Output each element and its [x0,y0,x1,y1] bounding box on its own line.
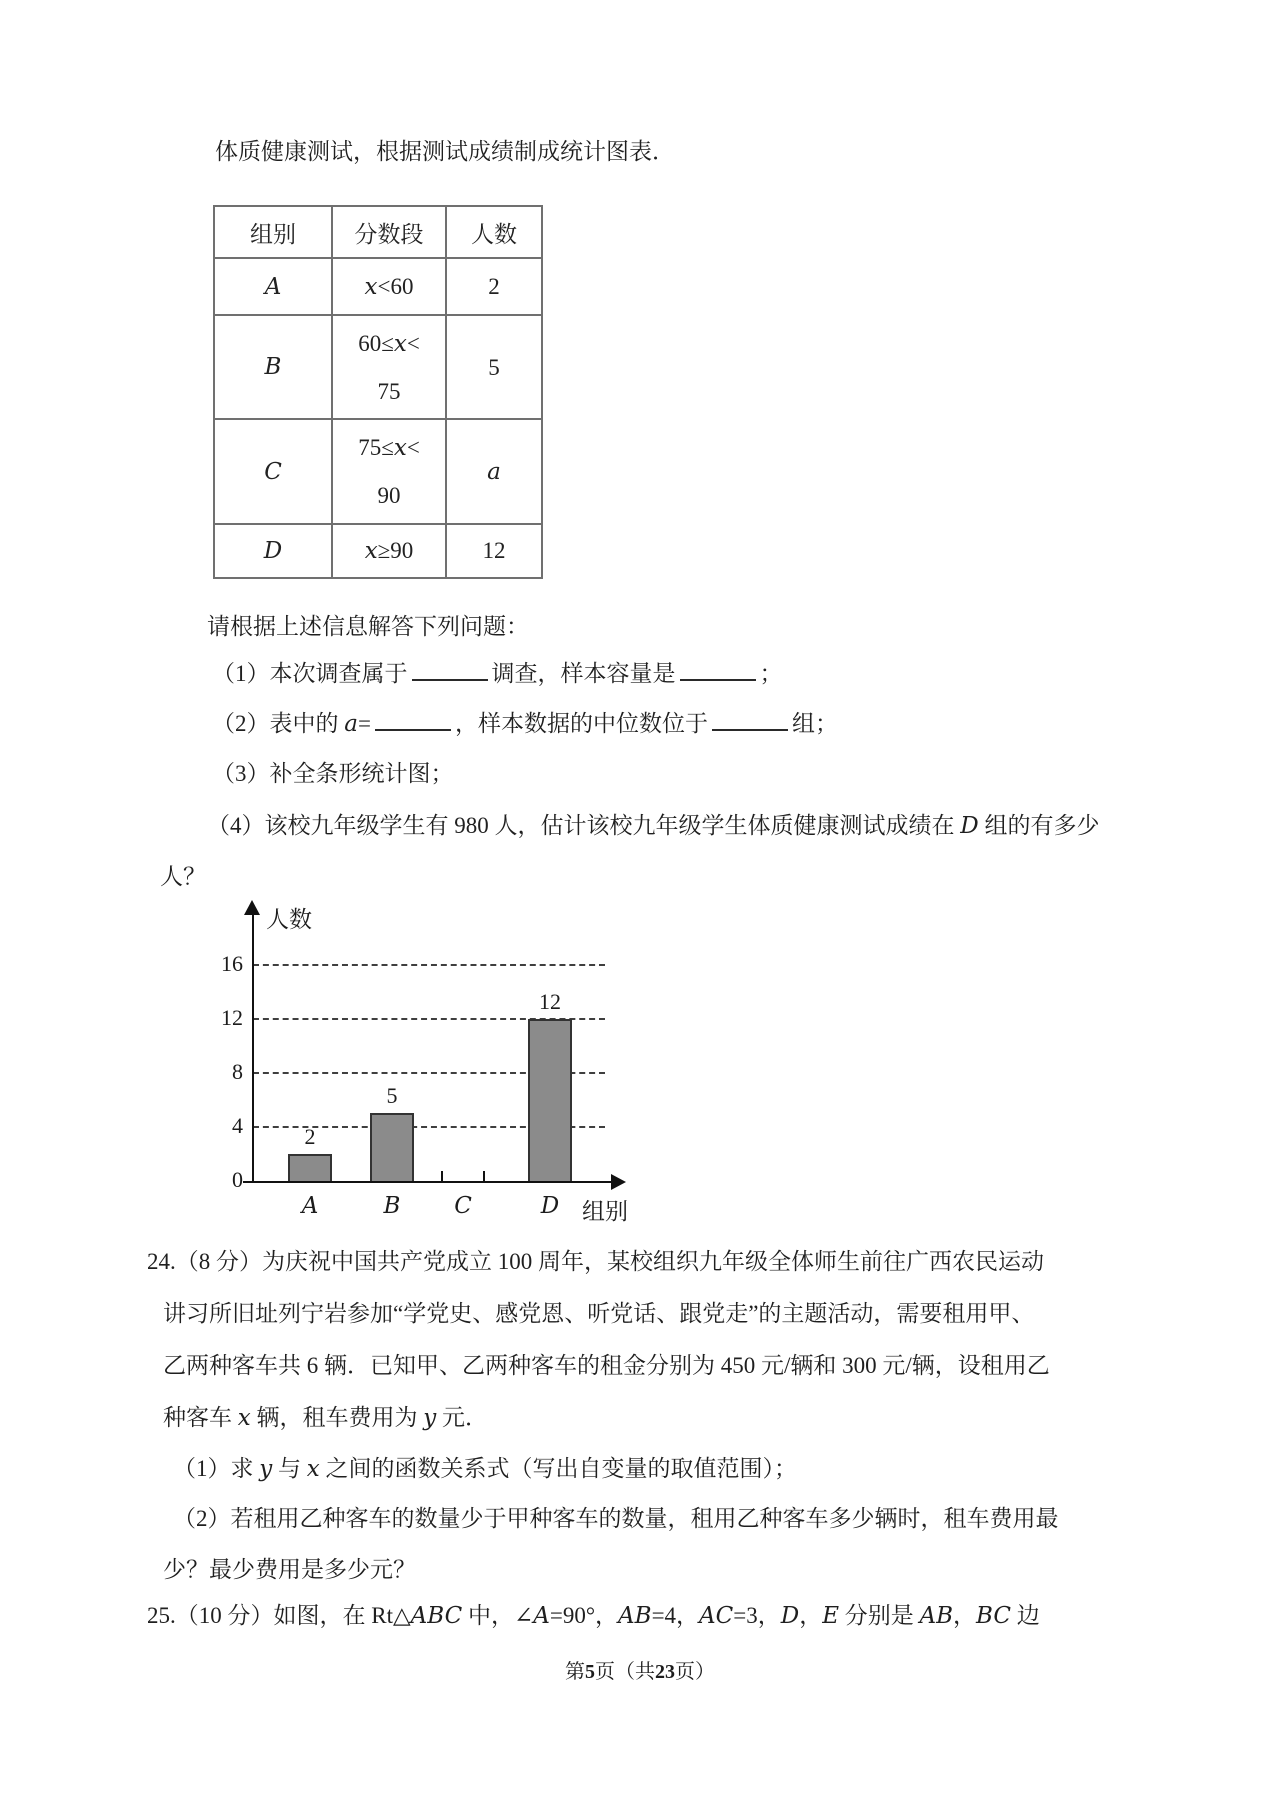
y-axis-title: 人数 [266,907,312,932]
table-cell-group [214,419,332,524]
question-4-line-1 [207,807,1099,840]
table-cell-range [332,524,446,578]
table-row [214,419,542,524]
table-row [214,524,542,578]
text-segment: （1）求 [173,1456,260,1481]
question-24-sub-2-line-1: （2）若租用乙种客车的数量少于甲种客车的数量，租用乙种客车多少辆时，租车费用最 [173,1506,1059,1531]
text-segment: E [822,1603,839,1629]
text-segment: 60≤ [358,330,394,356]
answer-blank [680,656,756,681]
answer-blank [712,706,788,731]
text-segment: y [423,1405,437,1431]
empty-bar-tick [441,1171,443,1181]
y-tick-label: 16 [221,951,243,976]
question-24-sub-2-line-2: 少？最少费用是多少元？ [163,1557,416,1582]
text-segment: 5 [488,354,500,380]
bar-D [528,1019,572,1181]
text-segment: ， [953,1603,977,1628]
intro-text: 体质健康测试，根据测试成绩制成统计图表． [215,139,675,164]
question-1 [212,655,783,688]
text-segment: 页） [675,1661,715,1683]
text-segment: B [264,354,282,380]
text-segment: A [264,273,282,300]
text-segment: 与 [272,1456,307,1481]
bar-value-A: 2 [304,1124,316,1149]
x-axis-arrow [611,1174,626,1190]
text-segment: 元． [436,1405,488,1430]
text-segment: D [960,813,979,839]
text-segment: ≥90 [377,538,414,563]
y-axis-arrow [244,900,260,915]
text-segment: x [364,273,378,300]
text-segment: x [393,330,407,357]
text-segment: BC [976,1603,1011,1629]
table-row [214,315,542,419]
bar-value-B: 5 [386,1083,398,1108]
text-segment: AB [618,1603,652,1629]
column-header: 人数 [446,206,542,258]
text-segment: A [533,1603,550,1629]
text-segment: AC [699,1603,734,1629]
text-segment: 75 [377,378,401,404]
score-table-body [214,258,542,578]
column-header: 分数段 [332,206,446,258]
bar-chart [220,903,680,1233]
y-tick-label: 12 [221,1005,243,1030]
text-segment: 调查，样本容量是 [491,661,676,686]
text-segment: = [357,711,371,736]
score-table [213,205,543,579]
empty-bar-tick [483,1171,485,1181]
text-segment: ，样本数据的中位数位于 [454,711,708,736]
text-segment: 第 [565,1661,585,1683]
question-24-sub-1 [173,1450,797,1483]
question-4-line-2: 人？ [160,864,206,889]
text-segment: =4， [651,1603,700,1628]
bar-A [288,1154,332,1181]
text-segment: 5 [585,1661,595,1683]
text-segment: AB [919,1603,954,1629]
text-segment: 2 [488,273,500,299]
question-24-line-2: 讲习所旧址列宁岩参加“学党史、感党恩、听党话、跟党走”的主题活动，需要租用甲、 [163,1301,1035,1326]
text-segment: D [263,538,283,564]
x-category-D: D [540,1193,560,1219]
text-segment: a [344,711,358,737]
text-segment: < [406,435,420,460]
text-segment: 中，∠ [462,1603,534,1628]
table-cell-count [446,258,542,315]
question-24-line-3: 乙两种客车共 6 辆．已知甲、乙两种客车的租金分别为 450 元/辆和 300 元/辆，设租用乙 [163,1353,1050,1378]
y-tick-label: 0 [232,1167,243,1192]
text-segment: （2）表中的 [212,711,345,736]
text-segment: 23 [655,1661,675,1683]
prompt-text: 请根据上述信息解答下列问题： [207,614,529,639]
table-cell-range [332,419,446,524]
text-segment: 分别是 [839,1603,920,1628]
text-segment: =90°， [549,1603,619,1628]
table-cell-range [332,258,446,315]
text-segment: 页（共 [595,1661,655,1683]
text-segment: x [393,435,407,461]
question-24-line-1: 24.（8 分）为庆祝中国共产党成立 100 周年，某校组织九年级全体师生前往广西农民运动 [147,1249,1044,1274]
question-3: （3）补全条形统计图； [212,761,454,786]
y-tick-label: 8 [232,1059,243,1084]
text-segment: y [259,1456,273,1482]
table-cell-group [214,524,332,578]
text-segment: ， [799,1603,823,1628]
text-segment: 组的有多少 [978,813,1100,838]
answer-blank [375,706,451,731]
gridline-16 [253,964,605,966]
text-segment: D [780,1603,800,1629]
x-category-A: A [301,1193,319,1219]
text-segment: x [237,1405,251,1431]
text-segment: 辆，租车费用为 [250,1405,424,1430]
text-segment: 种客车 [163,1405,238,1430]
bar-B [370,1113,414,1181]
text-segment: x [306,1456,320,1482]
y-tick-label: 4 [232,1113,243,1138]
text-segment: 12 [482,538,506,563]
text-segment: 之间的函数关系式（写出自变量的取值范围）； [319,1456,797,1481]
table-cell-range [332,315,446,419]
text-segment: C [264,458,282,485]
column-header: 组别 [214,206,332,258]
text-segment: （1）本次调查属于 [212,661,408,686]
table-header-row [214,206,542,258]
table-cell-count [446,315,542,419]
text-segment: x [364,538,378,564]
x-category-B: B [383,1193,401,1219]
text-segment: =3， [733,1603,781,1628]
table-cell-count [446,419,542,524]
question-25-line-1 [147,1597,1040,1630]
score-table-head [214,206,542,258]
x-axis-title: 组别 [582,1199,628,1224]
x-axis [243,1181,613,1183]
text-segment: a [487,458,501,485]
table-cell-count [446,524,542,578]
text-segment: 75≤ [358,435,394,460]
text-segment: 90 [377,483,401,508]
table-cell-group [214,258,332,315]
text-segment: 组； [791,711,838,736]
x-category-C: C [454,1193,472,1219]
answer-blank [412,656,488,681]
question-2 [212,705,838,738]
table-cell-group [214,315,332,419]
text-segment: 边 [1010,1603,1040,1628]
bar-value-D: 12 [539,989,561,1014]
table-row [214,258,542,315]
question-24-line-4 [163,1399,488,1432]
text-segment: < [406,330,420,356]
text-segment: （4）该校九年级学生有 980 人，估计该校九年级学生体质健康测试成绩在 [207,813,961,838]
text-segment: ABC [410,1603,463,1629]
y-axis [252,913,254,1183]
text-segment: ； [759,661,783,686]
text-segment: <60 [377,273,414,299]
page-footer [0,1655,1280,1684]
text-segment: 25.（10 分）如图，在 Rt△ [147,1603,411,1628]
